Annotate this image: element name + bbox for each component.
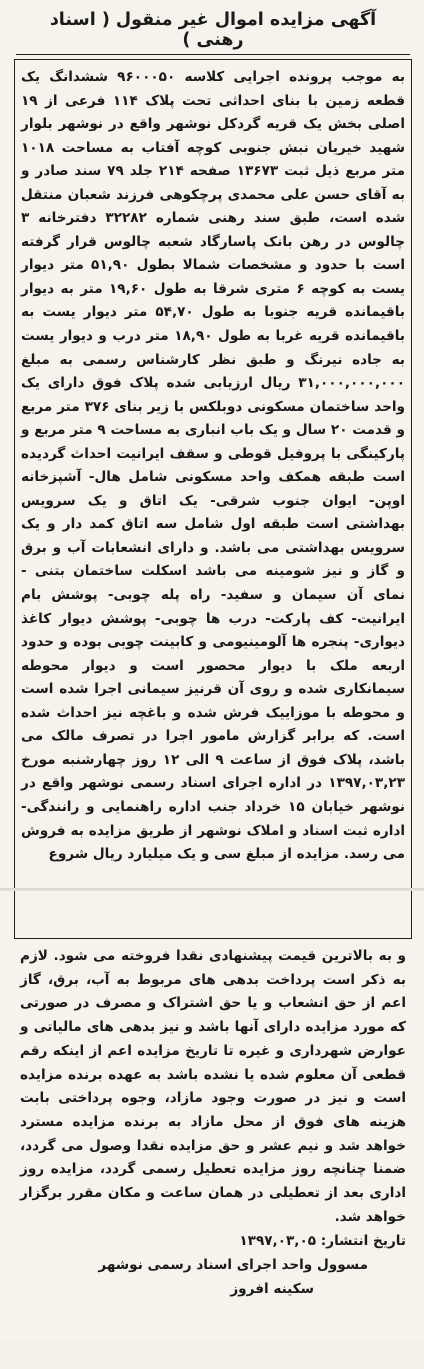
notice-body-continuation: [16, 939, 410, 1369]
notice-terms-paragraph: و به بالاترین قیمت پیشنهادی نقدا فروخته می شود. لازم به ذکر است پرداخت بدهی های مربوط به آب، برق، گاز اعم از حق انشعاب و یا حق اشتراک و مصرف در صورتی که مورد مزایده دارای آنها باشد و نیز بدهی های مالیاتی و عوارض شهرداری و غیره تا تاریخ مزایده اعم از اینکه رقم قطعی آن معلوم شده یا نشده باشد به عهده برنده مزایده است و نیز در صورت وجود مازاد، وجوه پرداختی بابت هزینه های فوق از محل مازاد به برنده مزایده مسترد خواهد شد و نیم عشر و حق مزایده نقدا وصول می گردد، ضمنا چنانچه روز مزایده تعطیل رسمی گردد، مزایده روز اداری بعد از تعطیلی در همان ساعت و مکان مقرر برگزار خواهد شد.: [20, 948, 406, 1225]
notice-footer: [20, 1229, 406, 1301]
publish-date: تاریخ انتشار: ۱۳۹۷,۰۳,۰۵: [239, 1233, 406, 1250]
notice-body-box: [14, 59, 412, 939]
signature-title: مسوول واحد اجرای اسناد رسمی نوشهر: [98, 1257, 368, 1274]
title-container: [16, 8, 410, 55]
notice-body-paragraph: به موجب پرونده اجرایی کلاسه ۹۶۰۰۰۵۰ ششدانگ یک قطعه زمین با بنای احداثی تحت پلاک ۱۱۴ فرعی از ۱۹ اصلی بخش یک قریه گردکل نوشهر واقع در نوشهر بلوار شهید خیریان نبش جنوبی کوچه آفتاب به مساحت ۱۰۱۸ متر مربع ذیل ثبت ۱۳۶۷۳ صفحه ۲۱۴ جلد ۷۹ سند صادر و به آقای حسن علی محمدی پرچکوهی فرزند شعبان منتقل شده است، طبق سند رهنی شماره ۳۲۲۸۲ دفترخانه ۳ چالوس در رهن بانک پاسارگاد شعبه چالوس قرار گرفته است با حدود و مشخصات شمالا بطول ۵۱,۹۰ متر دیوار یست به کوچه ۶ متری شرقا به طول ۱۹,۶۰ متر به دیوار باقیمانده قریه جنوبا به طول ۵۴,۷۰ متر دیوار یست به باقیمانده قریه غربا به طول ۱۸,۹۰ متر درب و دیوار یست به جاده نیرنگ و طبق نظر کارشناس رسمی به مبلغ ۳۱,۰۰۰,۰۰۰,۰۰۰ ریال ارزیابی شده پلاک فوق دارای یک واحد ساختمان مسکونی دوبلکس با زیر بنای ۳۷۶ متر مربع و قدمت ۲۰ سال و یک باب انباری به مساحت ۹ متر مربع و پارکینگی با پروفیل قوطی و سقف ایرانیت احداث گردیده است طبقه همکف واحد مسکونی شامل هال- آشپزخانه اوپن- ایوان جنوب شرقی- یک اتاق و یک سرویس بهداشتی است طبقه اول شامل سه اتاق کمد دار و یک سرویس بهداشتی می باشد. و دارای انشعابات آب و برق و گاز و نیز شومینه می باشد اسکلت ساختمان بتنی - نمای آن سیمان و سفید- راه پله چوبی- پوشش بام ایرانیت- کف پارکت- درب ها چوبی- پوشش دیوار کاغذ دیواری- پنجره ها آلومینیومی و کابینت چوبی بوده و حدود اربعه ملک با دیوار محصور است و دیوار محوطه سیمانکاری شده و روی آن قرنیز سیمانی اجرا شده است و محوطه با موزاییک فرش شده و باغچه نیز احداث شده است. که برابر گزارش مامور اجرا در تصرف مالک می باشد، پلاک فوق از ساعت ۹ الی ۱۲ روز چهارشنبه مورخ ۱۳۹۷,۰۳,۲۳ در اداره اجرای اسناد رسمی نوشهر واقع در نوشهر خیابان ۱۵ خرداد جنب اداره راهنمایی و رانندگی- اداره ثبت اسناد و املاک نوشهر از طریق مزایده به فروش می رسد. مزایده از مبلغ سی و یک میلیارد ریال شروع: [21, 69, 406, 863]
notice-title: آگهی مزایده اموال غیر منقول ( اسناد رهنی ): [16, 8, 410, 55]
page-fold-divider: [0, 888, 424, 891]
signature-name: سکینه افروز: [230, 1281, 314, 1298]
